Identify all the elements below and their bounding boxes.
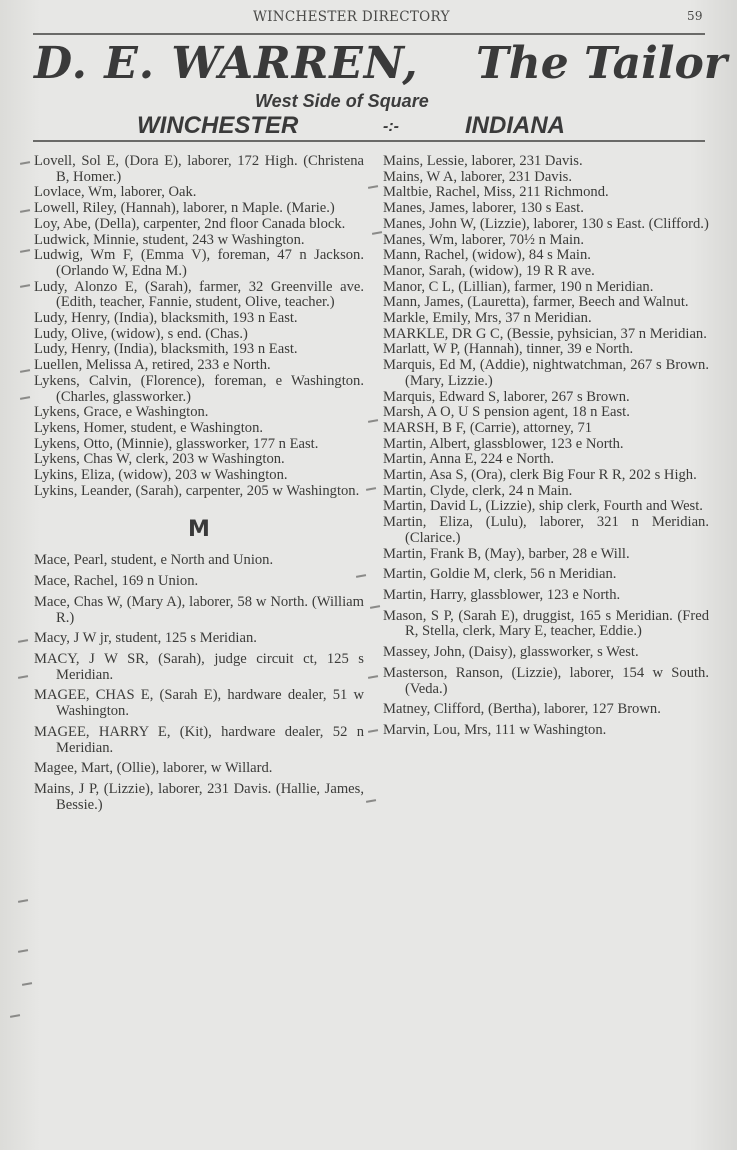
ad-city: WINCHESTER <box>137 112 299 139</box>
directory-entry: Mann, James, (Lauretta), farmer, Beech and Walnut. <box>383 294 689 311</box>
pencil-mark <box>366 487 376 490</box>
directory-entry: Manor, Sarah, (widow), 19 R R ave. <box>383 262 595 279</box>
ad-state: INDIANA <box>465 112 565 139</box>
directory-entry: MAGEE, CHAS E, (Sarah E), hardware dealer, 51 w Washington. <box>34 687 364 720</box>
pencil-mark <box>368 675 378 678</box>
directory-entry: Martin, David L, (Lizzie), ship clerk, Fourth and West. <box>383 498 703 515</box>
directory-entry: Mace, Rachel, 169 n Union. <box>34 573 199 590</box>
directory-entry: Martin, Eliza, (Lulu), laborer, 321 n Meridian. (Clarice.) <box>383 514 709 546</box>
pencil-mark <box>368 185 378 188</box>
directory-entry: Ludwick, Minnie, student, 243 w Washington. <box>34 231 305 248</box>
directory-entry: Martin, Harry, glassblower, 123 e North. <box>383 586 621 603</box>
directory-entry: Lowell, Riley, (Hannah), laborer, n Maple. (Marie.) <box>34 200 335 217</box>
pencil-mark <box>368 729 378 732</box>
pencil-mark <box>10 1014 20 1017</box>
page-number: 59 <box>687 9 703 23</box>
directory-entry: Ludwig, Wm F, (Emma V), foreman, 47 n Jackson. (Orlando W, Edna M.) <box>34 247 364 279</box>
directory-entry: Lykens, Calvin, (Florence), foreman, e Washington. (Charles, glassworker.) <box>34 372 364 405</box>
directory-entry: Mains, W A, laborer, 231 Davis. <box>383 168 572 185</box>
directory-entry: Martin, Albert, glassblower, 123 e North. <box>383 435 624 452</box>
ad-tagline: The Tailor <box>476 38 728 89</box>
directory-entry: Ludy, Henry, (India), blacksmith, 193 n East. <box>34 310 298 327</box>
pencil-mark <box>372 231 382 234</box>
directory-entry: Mains, Lessie, laborer, 231 Davis. <box>383 153 583 169</box>
directory-entry: Lykens, Homer, student, e Washington. <box>34 419 264 436</box>
ad-business-name: D. E. WARREN, <box>34 38 419 89</box>
left-entries-after <box>34 553 364 813</box>
header-rule <box>33 33 705 35</box>
directory-entry: Lovell, Sol E, (Dora E), laborer, 172 High. (Christena B, Homer.) <box>34 153 364 185</box>
pencil-mark <box>370 605 380 608</box>
pencil-mark <box>18 949 28 952</box>
directory-entry: MARSH, B F, (Carrie), attorney, 71 <box>383 419 593 436</box>
directory-entry: Manor, C L, (Lillian), farmer, 190 n Meridian. <box>383 278 654 295</box>
directory-entry: Matney, Clifford, (Bertha), laborer, 127 Brown. <box>383 701 661 718</box>
pencil-mark <box>368 419 378 422</box>
section-letter: M <box>188 517 210 543</box>
pencil-mark <box>20 369 30 372</box>
directory-entry: Martin, Anna E, 224 e North. <box>383 451 555 468</box>
pencil-mark <box>20 161 30 164</box>
right-column <box>383 154 709 739</box>
directory-entry: Lykens, Grace, e Washington. <box>34 404 209 421</box>
directory-entry: Manes, Wm, laborer, 70½ n Main. <box>383 231 584 248</box>
directory-entry: Loy, Abe, (Della), carpenter, 2nd floor Canada block. <box>34 215 346 232</box>
directory-entry: Marsh, A O, U S pension agent, 18 n East. <box>383 404 630 421</box>
pencil-mark <box>20 396 30 399</box>
directory-entry: Ludy, Alonzo E, (Sarah), farmer, 32 Greenville ave. (Edith, teacher, Fannie, student, Olive, teacher.) <box>34 278 364 311</box>
directory-entry: Lykins, Leander, (Sarah), carpenter, 205 w Washington. <box>34 482 360 499</box>
running-head <box>0 9 737 29</box>
directory-entry: Mann, Rachel, (widow), 84 s Main. <box>383 247 591 264</box>
directory-entry: Markle, Emily, Mrs, 37 n Meridian. <box>383 310 592 327</box>
directory-entry: Macy, J W jr, student, 125 s Meridian. <box>34 630 257 647</box>
directory-entry: MAGEE, HARRY E, (Kit), hardware dealer, 52 n Meridian. <box>34 723 364 756</box>
directory-entry: MARKLE, DR G C, (Bessie, pyhsician, 37 n Meridian. <box>383 325 707 342</box>
pencil-mark <box>20 209 30 212</box>
directory-entry: Marquis, Edward S, laborer, 267 s Brown. <box>383 388 630 405</box>
directory-entry: Marquis, Ed M, (Addie), nightwatchman, 267 s Brown. (Mary, Lizzie.) <box>383 357 709 389</box>
pencil-mark <box>18 639 28 642</box>
directory-entry: Mace, Chas W, (Mary A), laborer, 58 w North. (William R.) <box>34 593 364 626</box>
directory-entry: Marlatt, W P, (Hannah), tinner, 39 e North. <box>383 341 634 358</box>
directory-entry: Luellen, Melissa A, retired, 233 e North. <box>34 357 271 374</box>
directory-entry: Ludy, Henry, (India), blacksmith, 193 n East. <box>34 341 298 358</box>
directory-entry: Lykens, Otto, (Minnie), glassworker, 177 n East. <box>34 435 319 452</box>
directory-entry: Manes, John W, (Lizzie), laborer, 130 s East. (Clifford.) <box>383 215 709 232</box>
pencil-mark <box>366 799 376 802</box>
ad-separator: -:- <box>383 118 399 135</box>
directory-entry: Martin, Frank B, (May), barber, 28 e Will. <box>383 545 630 562</box>
directory-entry: Ludy, Olive, (widow), s end. (Chas.) <box>34 325 248 342</box>
pencil-mark <box>22 982 32 985</box>
directory-entry: Mace, Pearl, student, e North and Union. <box>34 552 274 569</box>
left-entries-before <box>34 154 364 499</box>
pencil-mark <box>18 899 28 902</box>
directory-entry: MACY, J W SR, (Sarah), judge circuit ct, 125 s Meridian. <box>34 650 364 683</box>
pencil-mark <box>20 284 30 287</box>
directory-entry: Martin, Clyde, clerk, 24 n Main. <box>383 482 573 499</box>
directory-entry: Lykens, Chas W, clerk, 203 w Washington. <box>34 451 285 468</box>
directory-entry: Marvin, Lou, Mrs, 111 w Washington. <box>383 721 607 738</box>
left-column <box>34 154 364 813</box>
directory-entry: Massey, John, (Daisy), glassworker, s West. <box>383 644 639 661</box>
directory-entry: Masterson, Ranson, (Lizzie), laborer, 154 w South. (Veda.) <box>383 664 709 697</box>
directory-entry: Manes, James, laborer, 130 s East. <box>383 200 584 217</box>
directory-entry: Martin, Asa S, (Ora), clerk Big Four R R, 202 s High. <box>383 467 697 484</box>
ad-bottom-rule <box>33 140 705 142</box>
directory-entry: Mason, S P, (Sarah E), druggist, 165 s Meridian. (Fred R, Stella, clerk, Mary E, teacher, Eddie.) <box>383 607 709 640</box>
directory-title: WINCHESTER DIRECTORY <box>253 9 450 25</box>
directory-entry: Lykins, Eliza, (widow), 203 w Washington. <box>34 467 288 484</box>
directory-entry: Lovlace, Wm, laborer, Oak. <box>34 184 197 201</box>
directory-entry: Martin, Goldie M, clerk, 56 n Meridian. <box>383 566 617 583</box>
ad-location: West Side of Square <box>255 91 429 111</box>
directory-entry: Mains, J P, (Lizzie), laborer, 231 Davis. (Hallie, James, Bessie.) <box>34 780 364 813</box>
directory-entry: Magee, Mart, (Ollie), laborer, w Willard. <box>34 760 273 777</box>
pencil-mark <box>20 249 30 252</box>
directory-entry: Maltbie, Rachel, Miss, 211 Richmond. <box>383 184 609 201</box>
pencil-mark <box>18 675 28 678</box>
